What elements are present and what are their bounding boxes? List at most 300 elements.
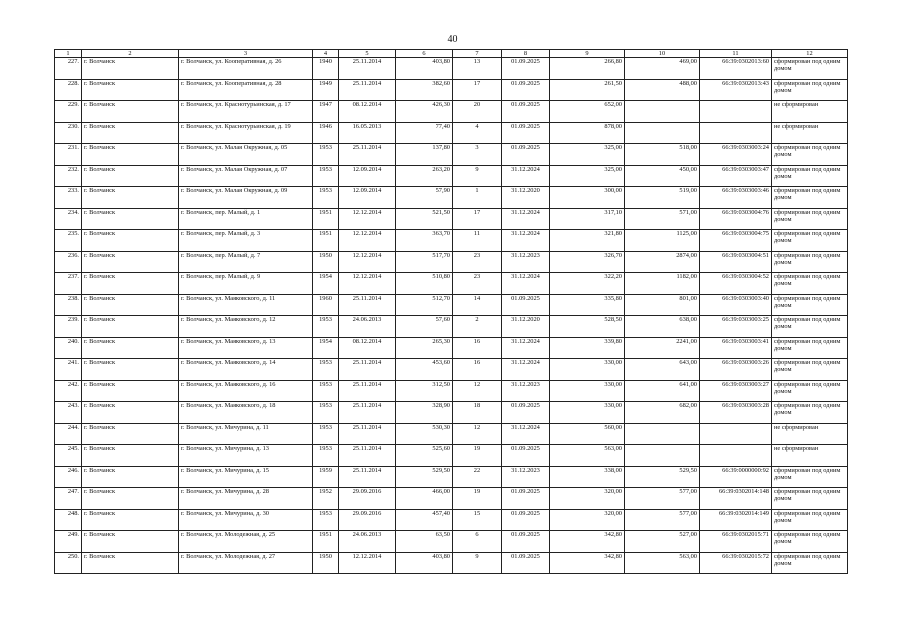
cell-land-area: 1182,00 (625, 273, 700, 295)
cell-build-year: 1953 (313, 187, 339, 209)
column-number-9: 9 (550, 50, 625, 58)
table-row (55, 402, 848, 424)
table-row (55, 531, 848, 553)
cell-row-number: 246. (55, 466, 82, 488)
cell-deadline-date: 01.09.2025 (502, 79, 550, 101)
cell-deadline-date: 01.09.2025 (502, 294, 550, 316)
cell-settlement: г. Волчанск (82, 122, 179, 144)
cell-land-status: сформирован под одним домом (772, 273, 848, 295)
cell-land-status: сформирован под одним домом (772, 552, 848, 574)
cell-area: 363,70 (396, 230, 453, 252)
cell-area: 77,40 (396, 122, 453, 144)
cell-settlement: г. Волчанск (82, 380, 179, 402)
cell-plot-area: 339,80 (550, 337, 625, 359)
column-number-12: 12 (772, 50, 848, 58)
cell-build-year: 1951 (313, 531, 339, 553)
table-row (55, 230, 848, 252)
cell-deadline-date: 01.09.2025 (502, 488, 550, 510)
cell-plot-area: 266,80 (550, 58, 625, 80)
cell-build-year: 1953 (313, 509, 339, 531)
cell-row-number: 233. (55, 187, 82, 209)
cell-land-status: не сформирован (772, 445, 848, 467)
cell-residents: 12 (453, 423, 502, 445)
table-row (55, 337, 848, 359)
cell-plot-area: 338,00 (550, 466, 625, 488)
cell-inspection-date: 12.09.2014 (339, 187, 396, 209)
cell-plot-area: 325,00 (550, 144, 625, 166)
cell-address: г. Волчанск, ул. Малая Окружная, д. 05 (179, 144, 313, 166)
column-number-1: 1 (55, 50, 82, 58)
cell-cadastral-number: 66:39:0303003:27 (700, 380, 772, 402)
cell-address: г. Волчанск, ул. Мичурина, д. 30 (179, 509, 313, 531)
cell-row-number: 237. (55, 273, 82, 295)
cell-row-number: 238. (55, 294, 82, 316)
cell-deadline-date: 01.09.2025 (502, 58, 550, 80)
cell-row-number: 249. (55, 531, 82, 553)
cell-inspection-date: 24.06.2013 (339, 531, 396, 553)
cell-deadline-date: 31.12.2024 (502, 208, 550, 230)
cell-row-number: 250. (55, 552, 82, 574)
cell-area: 512,70 (396, 294, 453, 316)
cell-inspection-date: 25.11.2014 (339, 423, 396, 445)
cell-deadline-date: 01.09.2025 (502, 122, 550, 144)
cell-land-area: 519,00 (625, 187, 700, 209)
cell-settlement: г. Волчанск (82, 337, 179, 359)
table-row (55, 316, 848, 338)
cell-residents: 14 (453, 294, 502, 316)
cell-deadline-date: 31.12.2023 (502, 251, 550, 273)
cell-settlement: г. Волчанск (82, 423, 179, 445)
cell-row-number: 230. (55, 122, 82, 144)
cell-area: 510,80 (396, 273, 453, 295)
cell-cadastral-number: 66:39:0303004:75 (700, 230, 772, 252)
cell-build-year: 1947 (313, 101, 339, 123)
cell-build-year: 1946 (313, 122, 339, 144)
cell-settlement: г. Волчанск (82, 316, 179, 338)
cell-cadastral-number: 66:39:0303003:46 (700, 187, 772, 209)
cell-settlement: г. Волчанск (82, 251, 179, 273)
cell-residents: 16 (453, 337, 502, 359)
cell-plot-area: 321,80 (550, 230, 625, 252)
cell-address: г. Волчанск, ул. Маяковского, д. 12 (179, 316, 313, 338)
cell-land-status: сформирован под одним домом (772, 509, 848, 531)
column-number-6: 6 (396, 50, 453, 58)
cell-row-number: 236. (55, 251, 82, 273)
cell-plot-area: 326,70 (550, 251, 625, 273)
cell-inspection-date: 12.09.2014 (339, 165, 396, 187)
cell-cadastral-number: 66:39:0302015:71 (700, 531, 772, 553)
cell-inspection-date: 25.11.2014 (339, 445, 396, 467)
cell-address: г. Волчанск, ул. Маяковского, д. 18 (179, 402, 313, 424)
cell-land-status: сформирован под одним домом (772, 531, 848, 553)
table-row (55, 187, 848, 209)
cell-deadline-date: 31.12.2024 (502, 165, 550, 187)
cell-inspection-date: 08.12.2014 (339, 337, 396, 359)
table-row (55, 251, 848, 273)
cell-build-year: 1940 (313, 58, 339, 80)
cell-plot-area: 330,00 (550, 359, 625, 381)
cell-land-status: не сформирован (772, 101, 848, 123)
cell-build-year: 1953 (313, 144, 339, 166)
cell-deadline-date: 31.12.2024 (502, 423, 550, 445)
cell-residents: 2 (453, 316, 502, 338)
column-number-10: 10 (625, 50, 700, 58)
cell-area: 453,60 (396, 359, 453, 381)
cell-land-area: 563,00 (625, 552, 700, 574)
cell-inspection-date: 25.11.2014 (339, 466, 396, 488)
cell-deadline-date: 31.12.2024 (502, 337, 550, 359)
cell-build-year: 1954 (313, 337, 339, 359)
cell-residents: 6 (453, 531, 502, 553)
cell-settlement: г. Волчанск (82, 230, 179, 252)
cell-cadastral-number: 66:39:0303003:24 (700, 144, 772, 166)
cell-build-year: 1953 (313, 359, 339, 381)
cell-land-area: 641,00 (625, 380, 700, 402)
cell-settlement: г. Волчанск (82, 402, 179, 424)
cell-residents: 18 (453, 402, 502, 424)
cell-row-number: 248. (55, 509, 82, 531)
cell-deadline-date: 01.09.2025 (502, 531, 550, 553)
cell-land-status: не сформирован (772, 423, 848, 445)
cell-plot-area: 330,00 (550, 380, 625, 402)
cell-land-area: 801,00 (625, 294, 700, 316)
table-row (55, 273, 848, 295)
cell-deadline-date: 31.12.2023 (502, 380, 550, 402)
cell-row-number: 245. (55, 445, 82, 467)
cell-settlement: г. Волчанск (82, 294, 179, 316)
cell-land-status: сформирован под одним домом (772, 165, 848, 187)
cell-settlement: г. Волчанск (82, 79, 179, 101)
cell-address: г. Волчанск, пер. Малый, д. 7 (179, 251, 313, 273)
cell-address: г. Волчанск, пер. Малый, д. 1 (179, 208, 313, 230)
cell-land-status: сформирован под одним домом (772, 79, 848, 101)
table-row (55, 423, 848, 445)
cell-settlement: г. Волчанск (82, 552, 179, 574)
cell-inspection-date: 12.12.2014 (339, 251, 396, 273)
cell-address: г. Волчанск, пер. Малый, д. 3 (179, 230, 313, 252)
cell-row-number: 234. (55, 208, 82, 230)
cell-deadline-date: 01.09.2025 (502, 144, 550, 166)
cell-cadastral-number: 66:39:0000000:92 (700, 466, 772, 488)
table-row (55, 466, 848, 488)
cell-land-area: 527,00 (625, 531, 700, 553)
cell-cadastral-number: 66:39:0303003:25 (700, 316, 772, 338)
cell-settlement: г. Волчанск (82, 273, 179, 295)
cell-deadline-date: 31.12.2024 (502, 230, 550, 252)
cell-row-number: 243. (55, 402, 82, 424)
cell-inspection-date: 12.12.2014 (339, 208, 396, 230)
cell-inspection-date: 29.09.2016 (339, 488, 396, 510)
cell-residents: 23 (453, 273, 502, 295)
cell-build-year: 1950 (313, 251, 339, 273)
cell-residents: 3 (453, 144, 502, 166)
table-row (55, 144, 848, 166)
cell-area: 57,60 (396, 316, 453, 338)
cell-area: 466,00 (396, 488, 453, 510)
cell-residents: 9 (453, 552, 502, 574)
cell-inspection-date: 08.12.2014 (339, 101, 396, 123)
cell-inspection-date: 12.12.2014 (339, 273, 396, 295)
table-row (55, 380, 848, 402)
cell-deadline-date: 31.12.2024 (502, 359, 550, 381)
cell-inspection-date: 25.11.2014 (339, 79, 396, 101)
cell-build-year: 1950 (313, 552, 339, 574)
column-number-2: 2 (82, 50, 179, 58)
cell-residents: 23 (453, 251, 502, 273)
cell-cadastral-number: 66:39:0303003:26 (700, 359, 772, 381)
table-row (55, 488, 848, 510)
cell-plot-area: 563,00 (550, 445, 625, 467)
cell-build-year: 1954 (313, 273, 339, 295)
cell-land-status: сформирован под одним домом (772, 380, 848, 402)
cell-land-area: 577,00 (625, 509, 700, 531)
table-row (55, 359, 848, 381)
cell-land-status: сформирован под одним домом (772, 316, 848, 338)
cell-residents: 9 (453, 165, 502, 187)
cell-land-status: сформирован под одним домом (772, 144, 848, 166)
cell-build-year: 1952 (313, 488, 339, 510)
cell-land-area: 1125,00 (625, 230, 700, 252)
cell-area: 517,70 (396, 251, 453, 273)
cell-deadline-date: 01.09.2025 (502, 552, 550, 574)
cell-cadastral-number: 66:39:0303003:28 (700, 402, 772, 424)
cell-plot-area: 342,80 (550, 531, 625, 553)
cell-residents: 16 (453, 359, 502, 381)
cell-cadastral-number: 66:39:0303004:52 (700, 273, 772, 295)
column-number-5: 5 (339, 50, 396, 58)
cell-land-area: 682,00 (625, 402, 700, 424)
cell-cadastral-number: 66:39:0303003:47 (700, 165, 772, 187)
cell-inspection-date: 25.11.2014 (339, 294, 396, 316)
column-number-row (55, 50, 848, 58)
cell-build-year: 1951 (313, 230, 339, 252)
cell-build-year: 1953 (313, 165, 339, 187)
cell-build-year: 1951 (313, 208, 339, 230)
cell-area: 521,50 (396, 208, 453, 230)
column-number-4: 4 (313, 50, 339, 58)
cell-land-area: 488,00 (625, 79, 700, 101)
cell-address: г. Волчанск, ул. Кооперативная, д. 26 (179, 58, 313, 80)
cell-area: 63,50 (396, 531, 453, 553)
cell-cadastral-number: 66:39:0303004:51 (700, 251, 772, 273)
cell-settlement: г. Волчанск (82, 208, 179, 230)
cell-area: 457,40 (396, 509, 453, 531)
cell-land-status: сформирован под одним домом (772, 208, 848, 230)
cell-land-area: 571,00 (625, 208, 700, 230)
cell-cadastral-number (700, 122, 772, 144)
cell-settlement: г. Волчанск (82, 144, 179, 166)
cell-area: 525,60 (396, 445, 453, 467)
cell-deadline-date: 01.09.2025 (502, 101, 550, 123)
cell-deadline-date: 01.09.2025 (502, 445, 550, 467)
cell-land-area: 577,00 (625, 488, 700, 510)
cell-settlement: г. Волчанск (82, 445, 179, 467)
cell-row-number: 235. (55, 230, 82, 252)
cell-row-number: 228. (55, 79, 82, 101)
cell-inspection-date: 25.11.2014 (339, 359, 396, 381)
cell-address: г. Волчанск, ул. Мичурина, д. 13 (179, 445, 313, 467)
cell-address: г. Волчанск, ул. Мичурина, д. 15 (179, 466, 313, 488)
cell-row-number: 241. (55, 359, 82, 381)
cell-plot-area: 320,00 (550, 509, 625, 531)
cell-inspection-date: 16.05.2013 (339, 122, 396, 144)
register-table (54, 49, 848, 574)
cell-land-status: сформирован под одним домом (772, 402, 848, 424)
cell-area: 137,80 (396, 144, 453, 166)
table-row (55, 552, 848, 574)
cell-plot-area: 878,00 (550, 122, 625, 144)
cell-land-area: 518,00 (625, 144, 700, 166)
cell-residents: 20 (453, 101, 502, 123)
cell-cadastral-number: 66:39:0302013:60 (700, 58, 772, 80)
cell-land-area: 2241,00 (625, 337, 700, 359)
cell-deadline-date: 01.09.2025 (502, 509, 550, 531)
cell-residents: 15 (453, 509, 502, 531)
cell-plot-area: 652,00 (550, 101, 625, 123)
cell-area: 328,90 (396, 402, 453, 424)
cell-area: 529,50 (396, 466, 453, 488)
cell-inspection-date: 12.12.2014 (339, 552, 396, 574)
cell-row-number: 240. (55, 337, 82, 359)
cell-cadastral-number: 66:39:0302013:43 (700, 79, 772, 101)
cell-row-number: 229. (55, 101, 82, 123)
cell-land-status: сформирован под одним домом (772, 488, 848, 510)
cell-area: 57,90 (396, 187, 453, 209)
cell-row-number: 244. (55, 423, 82, 445)
cell-plot-area: 261,50 (550, 79, 625, 101)
column-number-11: 11 (700, 50, 772, 58)
cell-land-status: сформирован под одним домом (772, 251, 848, 273)
cell-area: 403,80 (396, 552, 453, 574)
column-number-7: 7 (453, 50, 502, 58)
cell-row-number: 247. (55, 488, 82, 510)
cell-row-number: 227. (55, 58, 82, 80)
cell-row-number: 231. (55, 144, 82, 166)
cell-cadastral-number: 66:39:0302014:148 (700, 488, 772, 510)
cell-area: 263,20 (396, 165, 453, 187)
cell-area: 530,30 (396, 423, 453, 445)
table-row (55, 58, 848, 80)
cell-land-status: не сформирован (772, 122, 848, 144)
cell-address: г. Волчанск, ул. Кооперативная, д. 28 (179, 79, 313, 101)
cell-residents: 19 (453, 488, 502, 510)
cell-address: г. Волчанск, ул. Малая Окружная, д. 09 (179, 187, 313, 209)
cell-inspection-date: 29.09.2016 (339, 509, 396, 531)
cell-residents: 12 (453, 380, 502, 402)
cell-address: г. Волчанск, пер. Малый, д. 9 (179, 273, 313, 295)
cell-residents: 4 (453, 122, 502, 144)
cell-cadastral-number: 66:39:0302014:149 (700, 509, 772, 531)
cell-land-area (625, 122, 700, 144)
page-number: 40 (447, 34, 458, 45)
column-number-8: 8 (502, 50, 550, 58)
table-row (55, 509, 848, 531)
cell-address: г. Волчанск, ул. Краснотурьинская, д. 17 (179, 101, 313, 123)
cell-plot-area: 528,50 (550, 316, 625, 338)
cell-land-area: 638,00 (625, 316, 700, 338)
cell-row-number: 232. (55, 165, 82, 187)
cell-address: г. Волчанск, ул. Мичурина, д. 28 (179, 488, 313, 510)
cell-plot-area: 330,00 (550, 402, 625, 424)
cell-address: г. Волчанск, ул. Мичурина, д. 11 (179, 423, 313, 445)
cell-settlement: г. Волчанск (82, 531, 179, 553)
cell-address: г. Волчанск, ул. Молодежная, д. 27 (179, 552, 313, 574)
cell-build-year: 1953 (313, 445, 339, 467)
table-row (55, 294, 848, 316)
cell-address: г. Волчанск, ул. Маяковского, д. 14 (179, 359, 313, 381)
cell-land-area: 469,00 (625, 58, 700, 80)
cell-build-year: 1953 (313, 423, 339, 445)
cell-plot-area: 342,80 (550, 552, 625, 574)
cell-inspection-date: 25.11.2014 (339, 144, 396, 166)
cell-cadastral-number: 66:39:0302015:72 (700, 552, 772, 574)
cell-address: г. Волчанск, ул. Малая Окружная, д. 07 (179, 165, 313, 187)
cell-cadastral-number (700, 423, 772, 445)
cell-land-status: сформирован под одним домом (772, 58, 848, 80)
cell-residents: 22 (453, 466, 502, 488)
cell-plot-area: 325,00 (550, 165, 625, 187)
cell-inspection-date: 12.12.2014 (339, 230, 396, 252)
table-row (55, 445, 848, 467)
cell-inspection-date: 24.06.2013 (339, 316, 396, 338)
cell-build-year: 1960 (313, 294, 339, 316)
cell-plot-area: 300,00 (550, 187, 625, 209)
cell-cadastral-number: 66:39:0303004:76 (700, 208, 772, 230)
cell-address: г. Волчанск, ул. Краснотурьинская, д. 19 (179, 122, 313, 144)
cell-address: г. Волчанск, ул. Молодежная, д. 25 (179, 531, 313, 553)
cell-plot-area: 560,00 (550, 423, 625, 445)
cell-cadastral-number: 66:39:0303003:40 (700, 294, 772, 316)
cell-settlement: г. Волчанск (82, 187, 179, 209)
cell-build-year: 1959 (313, 466, 339, 488)
cell-area: 382,60 (396, 79, 453, 101)
cell-address: г. Волчанск, ул. Маяковского, д. 11 (179, 294, 313, 316)
cell-inspection-date: 25.11.2014 (339, 402, 396, 424)
cell-row-number: 239. (55, 316, 82, 338)
cell-area: 265,30 (396, 337, 453, 359)
cell-deadline-date: 31.12.2020 (502, 316, 550, 338)
cell-area: 426,30 (396, 101, 453, 123)
cell-inspection-date: 25.11.2014 (339, 58, 396, 80)
cell-land-status: сформирован под одним домом (772, 466, 848, 488)
cell-deadline-date: 31.12.2020 (502, 187, 550, 209)
cell-deadline-date: 01.09.2025 (502, 402, 550, 424)
cell-area: 312,50 (396, 380, 453, 402)
cell-build-year: 1953 (313, 316, 339, 338)
cell-residents: 17 (453, 79, 502, 101)
cell-build-year: 1949 (313, 79, 339, 101)
cell-build-year: 1953 (313, 402, 339, 424)
cell-land-area: 2874,00 (625, 251, 700, 273)
table-row (55, 101, 848, 123)
cell-land-status: сформирован под одним домом (772, 230, 848, 252)
cell-plot-area: 335,80 (550, 294, 625, 316)
cell-settlement: г. Волчанск (82, 466, 179, 488)
cell-build-year: 1953 (313, 380, 339, 402)
cell-residents: 13 (453, 58, 502, 80)
column-number-3: 3 (179, 50, 313, 58)
cell-land-area (625, 423, 700, 445)
cell-settlement: г. Волчанск (82, 488, 179, 510)
cell-land-area: 643,00 (625, 359, 700, 381)
cell-settlement: г. Волчанск (82, 58, 179, 80)
cell-plot-area: 320,00 (550, 488, 625, 510)
cell-settlement: г. Волчанск (82, 165, 179, 187)
cell-deadline-date: 31.12.2023 (502, 466, 550, 488)
cell-address: г. Волчанск, ул. Маяковского, д. 13 (179, 337, 313, 359)
cell-settlement: г. Волчанск (82, 509, 179, 531)
cell-area: 403,80 (396, 58, 453, 80)
